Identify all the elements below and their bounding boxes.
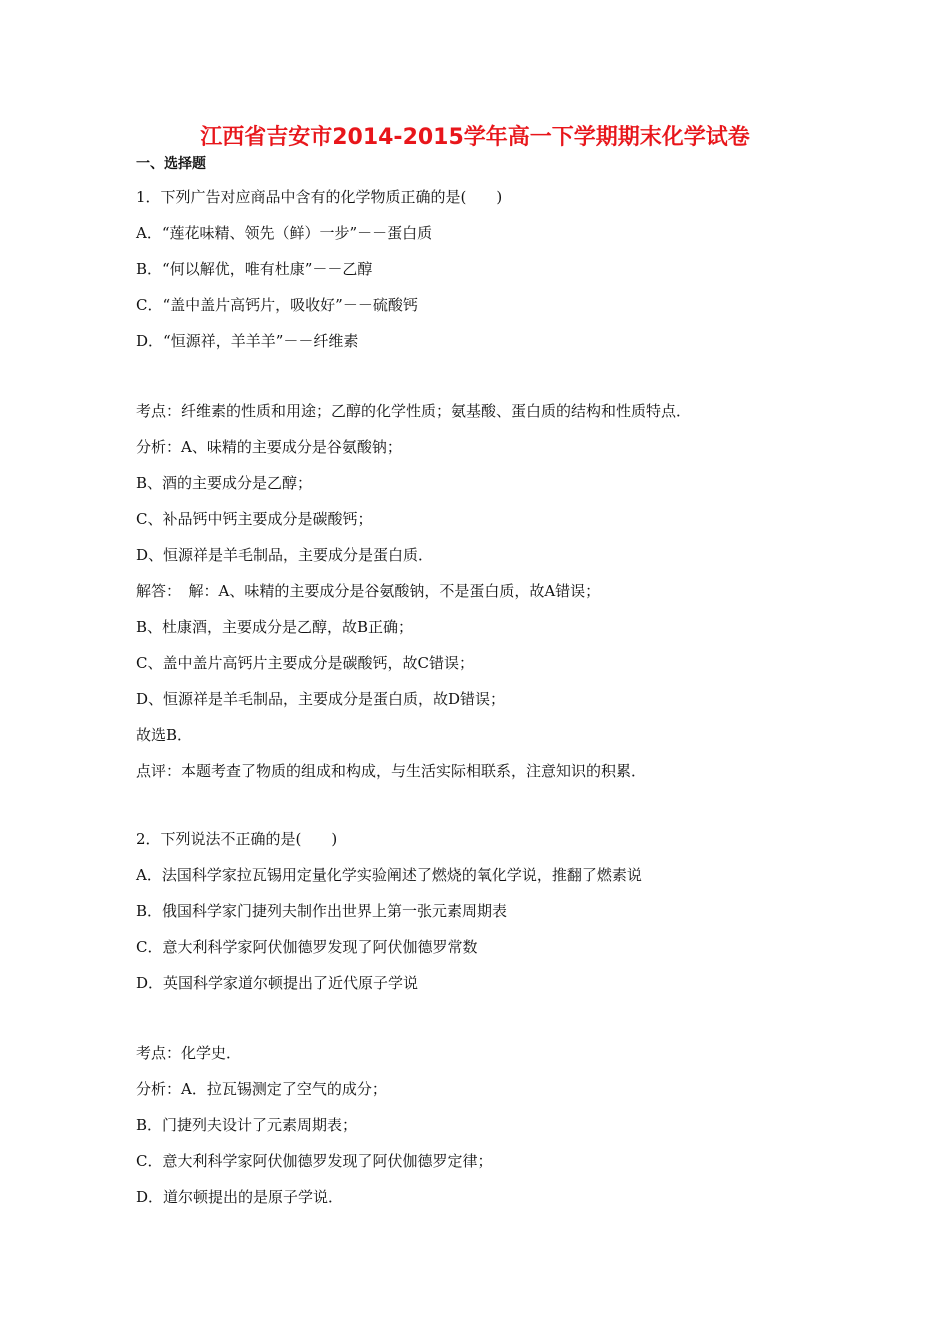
- question-1-kaodian: 考点：纤维素的性质和用途；乙醇的化学性质；氨基酸、蛋白质的结构和性质特点．: [136, 402, 692, 420]
- question-1-option-c: C．“盖中盖片高钙片，吸收好”－－硫酸钙: [136, 296, 418, 314]
- question-1-stem: 1．下列广告对应商品中含有的化学物质正确的是( ): [136, 188, 503, 206]
- question-2-option-c: C．意大利科学家阿伏伽德罗发现了阿伏伽德罗常数: [136, 938, 478, 956]
- question-2-option-b: B．俄国科学家门捷列夫制作出世界上第一张元素周期表: [136, 902, 508, 920]
- question-1-answer: 故选B．: [136, 726, 193, 744]
- question-1-fenxi-line: B、酒的主要成分是乙醇；: [136, 474, 313, 492]
- question-1-fenxi-line: C、补品钙中钙主要成分是碳酸钙；: [136, 510, 373, 528]
- question-2-fenxi-line: D．道尔顿提出的是原子学说．: [136, 1188, 344, 1206]
- question-2-option-a: A．法国科学家拉瓦锡用定量化学实验阐述了燃烧的氧化学说，推翻了燃素说: [136, 866, 642, 884]
- question-1-option-b: B．“何以解优，唯有杜康”－－乙醇: [136, 260, 373, 278]
- question-1-dianping: 点评：本题考查了物质的组成和构成，与生活实际相联系，注意知识的积累．: [136, 762, 647, 780]
- question-2-option-d: D．英国科学家道尔顿提出了近代原子学说: [136, 974, 419, 992]
- question-1-fenxi-line: 分析：A、味精的主要成分是谷氨酸钠；: [136, 438, 402, 456]
- exam-title: 江西省吉安市2014-2015学年高一下学期期末化学试卷: [200, 125, 750, 150]
- question-2-fenxi-line: B．门捷列夫设计了元素周期表；: [136, 1116, 358, 1134]
- question-2-fenxi-line: 分析：A．拉瓦锡测定了空气的成分；: [136, 1080, 387, 1098]
- question-1-option-d: D．“恒源祥，羊羊羊”－－纤维素: [136, 332, 359, 350]
- question-2-kaodian: 考点：化学史．: [136, 1044, 242, 1062]
- question-1-fenxi-line: D、恒源祥是羊毛制品，主要成分是蛋白质．: [136, 546, 434, 564]
- question-1-jieda-line: C、盖中盖片高钙片主要成分是碳酸钙，故C错误；: [136, 654, 474, 672]
- question-2-fenxi-line: C．意大利科学家阿伏伽德罗发现了阿伏伽德罗定律；: [136, 1152, 493, 1170]
- question-1-jieda-line: B、杜康酒，主要成分是乙醇，故B正确；: [136, 618, 414, 636]
- question-1-jieda-line: D、恒源祥是羊毛制品，主要成分是蛋白质，故D错误；: [136, 690, 506, 708]
- question-1-jieda-line: 解答： 解：A、味精的主要成分是谷氨酸钠，不是蛋白质，故A错误；: [136, 582, 601, 600]
- question-1-option-a: A．“莲花味精、领先（鲜）一步”－－蛋白质: [136, 224, 433, 242]
- section-heading: 一、选择题: [136, 156, 206, 172]
- question-2-stem: 2．下列说法不正确的是( ): [136, 830, 338, 848]
